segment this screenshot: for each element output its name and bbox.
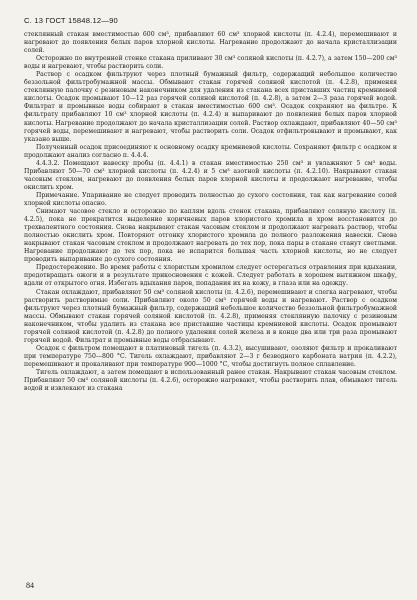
page-number: 84 <box>26 581 34 590</box>
paragraph: Полученный осадок присоединяют к основному осадку кремниевой кислоты. Сохраняют фильтр с осадком и продолжают анализ согласно п. 4.4.4. <box>24 143 397 159</box>
paragraph: Раствор с осадком фильтруют через плотный бумажный фильтр, содержащий небольшое количество беззольной фильтробумажной массы. Обмывают стакан горячей соляной кислотой (п. 4.2.8), применяя стеклянную палочку с резиновым наконечником для удаления из стакана всех приставших частиц кремниевой кислоты. Осадок промывают 10—12 раз горячей соляной кислотой (п. 4.2.8), а затем 2—3 раза горячей водой. Фильтрат и промывные воды собирают в стакан вместимостью 600 см³. Осадок сохраняют на фильтре. К фильтрату прибавляют 10 см³ хлорной кислоты (п. 4.2.4) и выпаривают до появления белых паров хлорной кислоты. Нагревание продолжают до начала кристаллизации солей. Раствор охлаждают, прибавляют 40—50 см³ горячей воды, перемешивают и нагревают, чтобы растворить соли. Осадок отфильтровывают и промывают, как указано выше. <box>24 71 397 143</box>
note-paragraph: Примечание. Упаривание не следует проводить полностью до сухого состояния, так как нагревание солей хлорной кислоты опасно. <box>24 191 397 207</box>
paragraph: Снимают часовое стекло и осторожно по каплям вдоль стенок стакана, прибавляют соляную кислоту (п. 4.2.5), пока не прекратится выделение коричневых паров хлористого хромила и хром восстановится до трехвалентного состояния. Снова накрывают стакан часовым стеклом и продолжают нагревать раствор, чтобы полностью окислить хром. Повторяют отгонку хлористого хромила до полного разложения навески. Снова накрывают стакан часовым стеклом и продолжают нагревать до тех пор, пока пары в стакане станут светлыми. Нагревание продолжают до тех пор, пока не испарится большая часть хлорной кислоты, но не следует проводить выпаривание до сухого состояния. <box>24 208 397 264</box>
paragraph: Осторожно по внутренней стенке стакана приливают 30 см³ соляной кислоты (п. 4.2.7), а затем 150—200 см³ воды и нагревают, чтобы растворить соли. <box>24 55 397 71</box>
paragraph: Тигель охлаждают, а затем помещают в использованный ранее стакан. Накрывают стакан часовым стеклом. Прибавляют 50 см³ соляной кислоты (п. 4.2.6), осторожно нагревают, чтобы растворить плав, обмывают тигель водой и извлекают из стакана <box>24 368 397 393</box>
paragraph: стеклянный стакан вместимостью 600 см³, прибавляют 60 см³ хлорной кислоты (п. 4.2.4), перемешивают и нагревают до появления белых паров хлорной кислоты. Нагревание продолжают до начала кристаллизации солей. <box>24 31 397 55</box>
running-header: С. 13 ГОСТ 15848.12—90 <box>24 16 118 25</box>
paragraph: 4.4.3.2. Помещают навеску пробы (п. 4.4.1) в стакан вместимостью 250 см³ и увлажняют 5 см³ воды. Прибавляют 50—70 см³ хлорной кислоты (п. 4.2.4) и 5 см³ азотной кислоты (п. 4.2.10). Накрывают стакан часовым стеклом, нагревают до появления белых паров хлорной кислоты и продолжают нагревание, чтобы окислить хром. <box>24 159 397 191</box>
warning-paragraph: Предостережение. Во время работы с хлористым хромилом следует остерегаться отравления при вдыхании, предотвращать ожоги и в результате прикосновения с кожей. Следует работать в хорошем вытяжном шкафу, вдали от открытого огня. Избегать вдыхания паров, попадания их на кожу, в глаза или на одежду. <box>24 264 397 288</box>
paragraph: Стакан охлаждают, прибавляют 50 см³ соляной кислоты (п. 4.2.6), перемешивают и слегка нагревают, чтобы растворить растворимые соли. Прибавляют около 50 см³ горячей воды и нагревают. Раствор с осадком фильтруют через плотный бумажный фильтр, содержащий небольшое количество беззольной фильтробумажной массы. Обмывают стакан горячей соляной кислотой (п. 4.2.8), применяя стеклянную палочку с резиновым наконечником, чтобы удалить из стакана все приставшие частицы кремниевой кислоты. Осадок промывают горячей соляной кислотой (п. 4.2.8) до полного удаления солей железа и в конце два или три раза промывают горячей водой. Фильтрат и промывные воды отбрасывают. <box>24 288 397 344</box>
paragraph: Осадок с фильтром помещают в платиновый тигель (п. 4.3.2), высушивают, озоляют фильтр и прокаливают при температуре 750—800 °С. Тигель охлаждают, прибавляют 2—3 г безводного карбоната натрия (п. 4.2.2), перемешивают и прокаливают при температуре 900—1000 °С, чтобы достигнуть полное сплавление. <box>24 344 397 368</box>
body-text <box>24 31 397 393</box>
